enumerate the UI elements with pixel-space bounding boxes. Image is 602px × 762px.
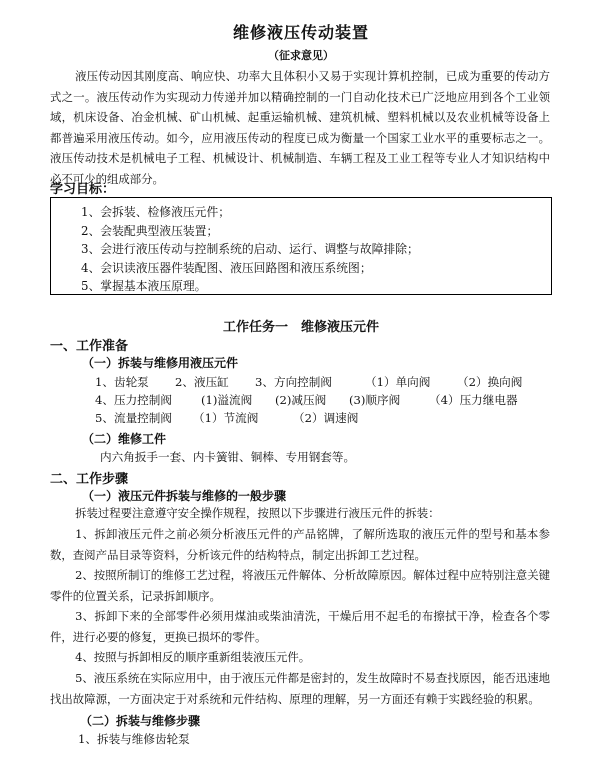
component-item: （1）节流阀 xyxy=(193,411,259,425)
procedure-item: 1、拆装与维修齿轮泵 xyxy=(78,732,190,746)
component-item: 1、齿轮泵 xyxy=(95,375,149,389)
step-paragraph: 4、按照与拆卸相反的顺序重新组装液压元件。 xyxy=(75,650,311,664)
component-item: 3、方向控制阀 xyxy=(255,375,332,389)
goal-item: 1、会拆装、检修液压元件； xyxy=(81,205,231,219)
component-row-3 xyxy=(95,410,358,426)
step-paragraph: 拆装过程要注意遵守安全操作规程，按照以下步骤进行液压元件的拆装： xyxy=(75,506,440,520)
component-item: 4、压力控制阀 xyxy=(95,393,172,407)
step-paragraph: 5、液压系统在实际应用中，由于液压元件都是密封的，发生故障时不易查找原因，能否迅速地找出故障源，一方面决定于对系统和元件结构、原理的理解，另一方面还有赖于实践经验的积累。 xyxy=(50,671,550,706)
goal-item: 4、会识读液压器件装配图、液压回路图和液压系统图； xyxy=(81,260,372,275)
tools-list: 内六角扳手一套、内卡簧钳、铜棒、专用钢套等。 xyxy=(100,450,356,464)
section-heading-steps: 二、工作步骤 xyxy=(50,472,129,487)
step-paragraph: 3、拆卸下来的全部零件必须用煤油或柴油清洗，干燥后用不起毛的布擦拭干净，检查各个零件，进行必要的修复，更换已损坏的零件。 xyxy=(50,609,550,644)
component-item: 2、液压缸 xyxy=(175,375,229,389)
component-item: 5、流量控制阀 xyxy=(95,411,172,425)
subsection-heading-general-steps: （一）液压元件拆装与维修的一般步骤 xyxy=(82,489,287,503)
section-heading-preparation: 一、工作准备 xyxy=(50,339,129,354)
goal-item: 2、会装配典型液压装置； xyxy=(81,223,219,238)
goals-box xyxy=(50,197,552,295)
goal-item: 5、掌握基本液压原理。 xyxy=(81,279,207,294)
task-title: 工作任务一 维修液压元件 xyxy=(222,320,379,335)
document-title: 维修液压传动装置 xyxy=(232,23,369,42)
component-item: (2)减压阀 xyxy=(275,393,327,407)
intro-paragraph: 液压传动因其刚度高、响应快、功率大且体积小又易于实现计算机控制，已成为重要的传动方式之一。液压传动作为实现动力传递并加以精确控制的一门自动化技术已广泛地应用到各个工业领域，机床设备、冶金机械、矿山机械、起重运输机械、建筑机械、塑料机械以及农业机械等设备上都普遍采用液压传动。如今，应用液压传动的程度已成为衡量一个国家工业水平的重要标志之一。液压传动技术是机械电子工程、机械设计、机械制造、车辆工程及工业工程等专业人才知识结构中必不可少的组成部分。 xyxy=(50,69,550,186)
goals-heading: 学习目标： xyxy=(50,182,116,197)
subsection-heading-procedure: （二）拆装与维修步骤 xyxy=(80,714,201,728)
step-paragraph: 1、拆卸液压元件之前必须分析液压元件的产品铭牌，了解所选取的液压元件的型号和基本参数，查阅产品目录等资料，分析该元件的结构特点，制定出拆卸工艺过程。 xyxy=(50,527,550,562)
component-item: （2）调速阀 xyxy=(293,411,359,425)
component-item: (1)溢流阀 xyxy=(201,393,253,407)
component-row-2 xyxy=(95,392,518,408)
component-item: （1）单向阀 xyxy=(365,375,431,389)
document-subtitle: （征求意见） xyxy=(268,49,334,62)
subsection-heading-components: （一）拆装与维修用液压元件 xyxy=(82,356,239,370)
component-item: (3)顺序阀 xyxy=(349,393,401,407)
subsection-heading-tools: （二）维修工件 xyxy=(82,432,167,446)
step-paragraph: 2、按照所制订的维修工艺过程，将液压元件解体、分析故障原因。解体过程中应特别注意关键零件的位置关系，记录拆卸顺序。 xyxy=(50,568,550,603)
component-item: （2）换向阀 xyxy=(457,375,523,389)
goal-item: 3、会进行液压传动与控制系统的启动、运行、调整与故障排除； xyxy=(81,242,419,257)
component-row-1 xyxy=(95,374,522,390)
component-item: （4）压力继电器 xyxy=(429,393,518,407)
